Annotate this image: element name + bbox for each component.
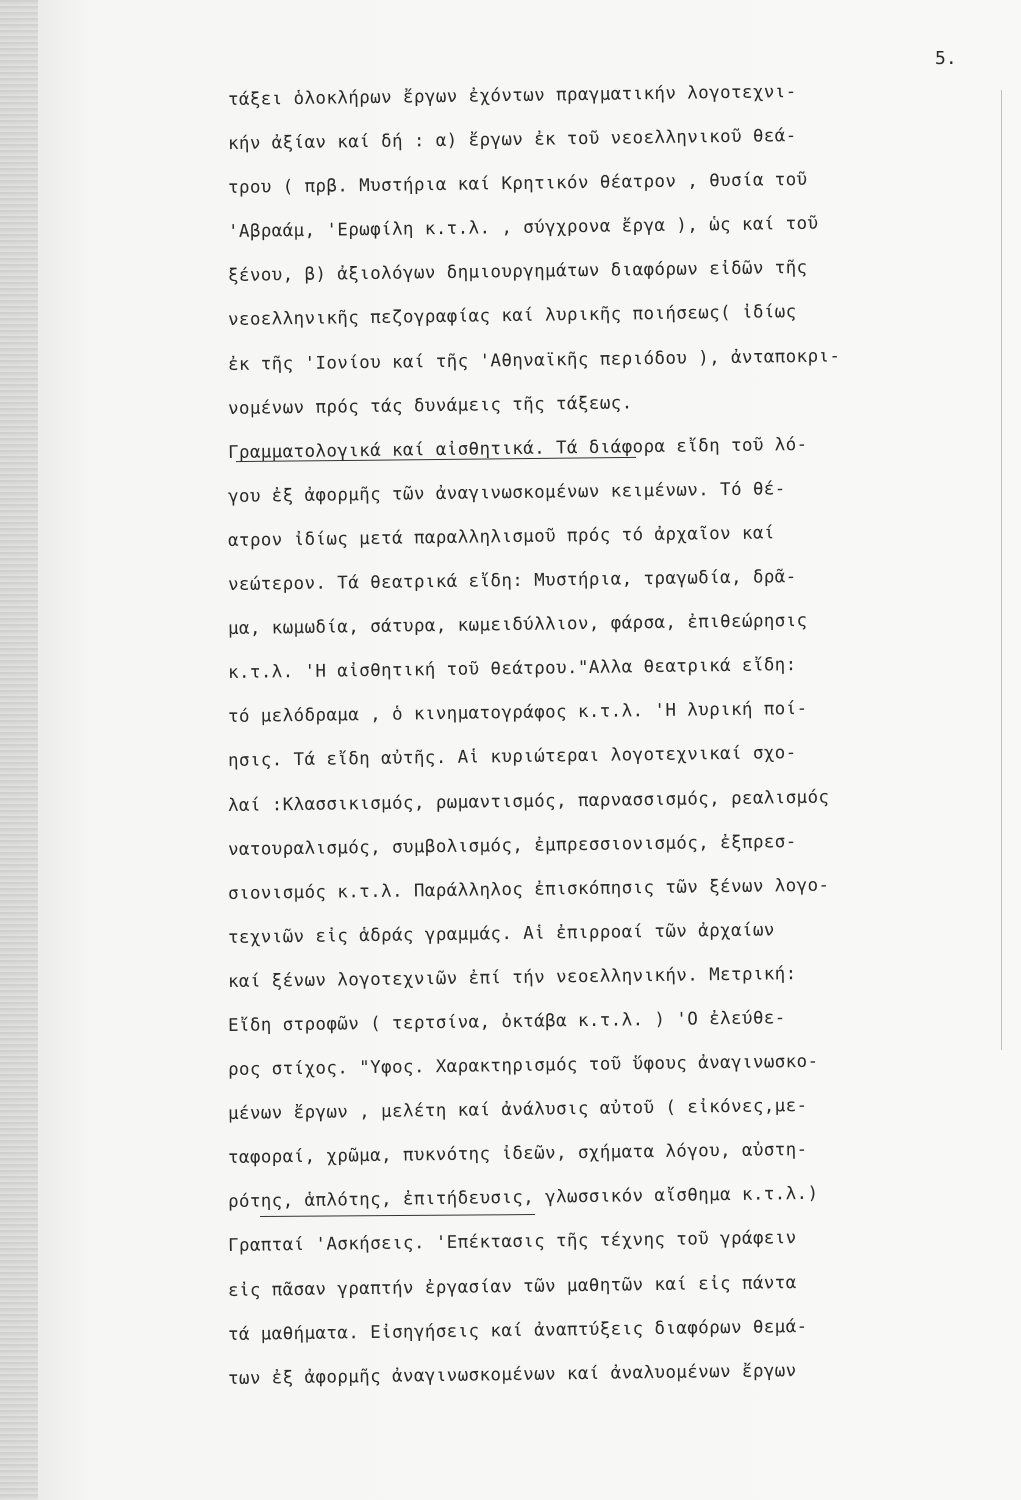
text-line: Εἴδη στροφῶν ( τερτσίνα, ὀκτάβα κ.τ.λ. ) 'Ο ἐλεύθε- — [227, 1008, 786, 1036]
text-line: νεώτερον. Τά θεατρικά εἴδη: Μυστήρια, τραγωδία, δρᾶ- — [227, 567, 797, 596]
text-line: νατουραλισμός, συμβολισμός, ἐμπρεσσιονισμός, ἐξπρεσ- — [227, 831, 797, 860]
typewritten-body — [228, 78, 1018, 1401]
text-line: τεχνιῶν εἰς ἁδράς γραμμάς. Αἱ ἐπιρροαί τῶν ἀρχαίων — [227, 920, 775, 948]
text-line: σιονισμός κ.τ.λ. Παράλληλος ἐπισκόπησις τῶν ξένων λογο- — [227, 875, 830, 904]
text-line: ρότης, ἁπλότης, ἐπιτήδευσις, γλωσσικόν αἴσθημα κ.τ.λ.) — [227, 1184, 819, 1213]
text-line: τρου ( πρβ. Μυστήρια καί Κρητικόν θέατρον , θυσία τοῦ — [227, 170, 808, 199]
section-heading-line: Γραμματολογικά καί αἰσθητικά. Τά διάφορα εἴδη τοῦ λό- — [227, 434, 808, 463]
text-line: ξένου, β) ἀξιολόγων δημιουργημάτων διαφόρων εἰδῶν τῆς — [227, 258, 808, 287]
text-line: κήν ἀξίαν καί δή : α) ἔργων ἐκ τοῦ νεοελληνικοῦ θεά- — [227, 126, 797, 155]
text-line: νεοελληνικῆς πεζογραφίας καί λυρικῆς ποιήσεως( ἰδίως — [227, 302, 797, 331]
text-line: ησις. Τά εἴδη αὐτῆς. Αἱ κυριώτεραι λογοτεχνικαί σχο- — [227, 743, 797, 772]
text-line: ρος στίχος. "Υφος. Χαρακτηρισμός τοῦ ὕφους ἀναγινωσκο- — [227, 1051, 819, 1081]
text-line: τά μαθήματα. Εἰσηγήσεις καί ἀναπτύξεις διαφόρων θεμά- — [227, 1316, 808, 1345]
page-number: 5. — [935, 48, 957, 69]
section-heading-line: Γραπταί 'Ασκήσεις. 'Επέκτασις τῆς τέχνης τοῦ γράφειν — [227, 1228, 797, 1257]
text-line: γου ἐξ ἀφορμῆς τῶν ἀναγινωσκομένων κειμένων. Τό θέ- — [227, 479, 786, 507]
text-line: ἐκ τῆς 'Ιονίου καί τῆς 'Αθηναϊκῆς περιόδου ), ἀνταποκρι- — [227, 346, 841, 375]
text-line: λαί :Κλασσικισμός, ρωμαντισμός, παρνασσισμός, ρεαλισμός — [227, 787, 830, 816]
text-line: των ἐξ ἀφορμῆς ἀναγινωσκομένων καί ἀναλυομένων ἔργων — [227, 1360, 797, 1389]
text-line: τάξει ὁλοκλήρων ἔργων ἐχόντων πραγματικήν λογοτεχνι- — [227, 82, 797, 110]
text-line: ταφοραί, χρῶμα, πυκνότης ἰδεῶν, σχήματα λόγου, αὐστη- — [227, 1140, 808, 1169]
text-line: καί ξένων λογοτεχνιῶν ἐπί τήν νεοελληνικήν. Μετρική: — [227, 963, 797, 992]
text-line: κ.τ.λ. 'Η αἰσθητική τοῦ θεάτρου."Αλλα θεατρικά εἴδη: — [227, 655, 797, 684]
text-line: ατρον ἰδίως μετά παραλληλισμοῦ πρός τό ἀρχαῖον καί — [227, 523, 775, 551]
text-line: 'Αβραάμ, 'Ερωφίλη κ.τ.λ. , σύγχρονα ἔργα ), ὡς καί τοῦ — [227, 214, 819, 243]
text-line: νομένων πρός τάς δυνάμεις τῆς τάξεως. — [227, 393, 633, 419]
text-line: τό μελόδραμα , ὁ κινηματογράφος κ.τ.λ. 'Η λυρική ποί- — [227, 699, 808, 728]
text-line: εἰς πᾶσαν γραπτήν ἐργασίαν τῶν μαθητῶν καί εἰς πάντα — [227, 1272, 797, 1301]
text-line: μα, κωμωδία, σάτυρα, κωμειδύλλιον, φάρσα, ἐπιθεώρησις — [227, 611, 808, 640]
text-line: μένων ἔργων , μελέτη καί ἀνάλυσις αὐτοῦ ( εἰκόνες,με- — [227, 1096, 808, 1125]
page-binding-edge — [0, 0, 38, 1500]
